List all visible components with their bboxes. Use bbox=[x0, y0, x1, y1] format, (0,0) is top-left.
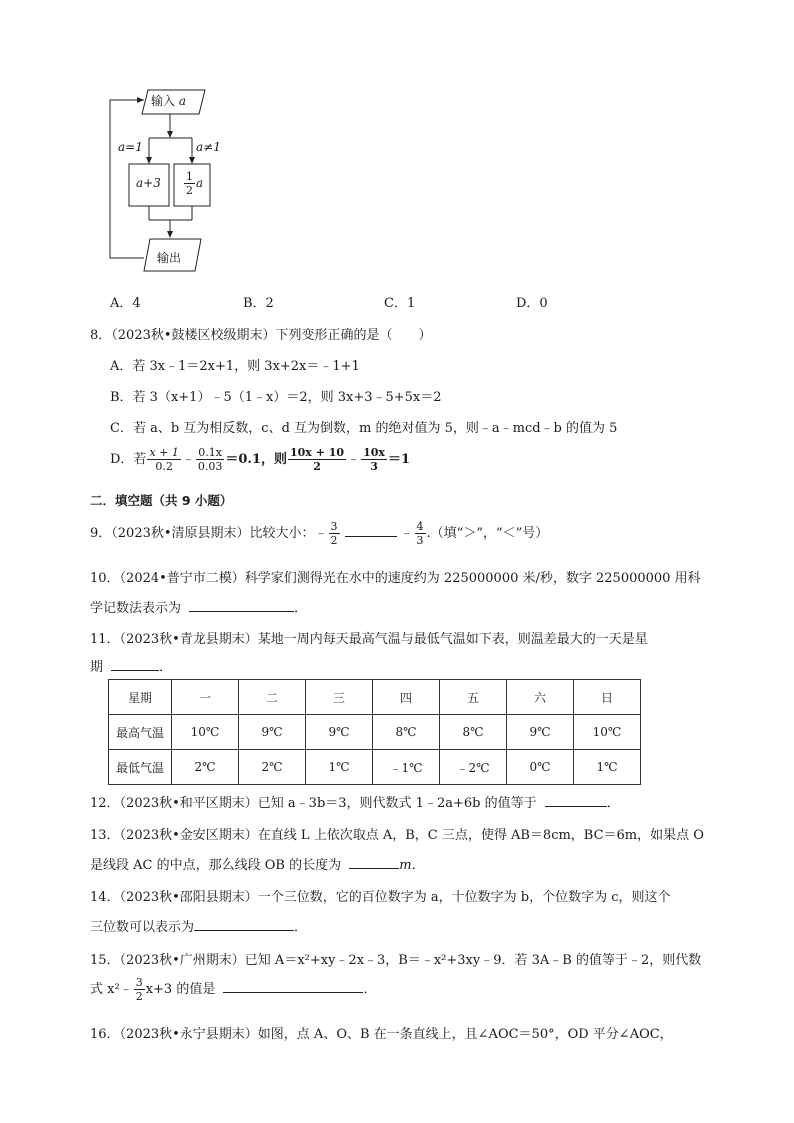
q7-option-c: C．1 bbox=[384, 296, 416, 311]
table-cell: 0℃ bbox=[507, 750, 574, 785]
temperature-table bbox=[108, 679, 641, 785]
table-cell: 10℃ bbox=[172, 715, 239, 750]
q12-blank[interactable] bbox=[545, 793, 607, 807]
cond-left: a=1 bbox=[118, 140, 143, 154]
table-cell: 四 bbox=[373, 680, 440, 715]
table-row bbox=[109, 750, 641, 785]
q11-line2: 期 ． bbox=[90, 656, 172, 675]
input-text: 输入 bbox=[151, 94, 176, 108]
input-var: a bbox=[178, 94, 186, 108]
table-cell: 最低气温 bbox=[109, 750, 172, 785]
table-cell: 9℃ bbox=[507, 715, 574, 750]
q8-stem: 8．（2023秋•鼓楼区校级期末）下列变形正确的是（ ） bbox=[90, 328, 432, 343]
table-cell: 1℃ bbox=[306, 750, 373, 785]
box-left-text: a+3 bbox=[136, 176, 161, 190]
flowchart-input-label bbox=[151, 92, 186, 109]
flowchart-output-label: 输出 bbox=[157, 251, 182, 265]
table-cell: 9℃ bbox=[239, 715, 306, 750]
q10-blank[interactable] bbox=[189, 598, 294, 612]
q14-blank[interactable] bbox=[194, 917, 294, 931]
q10-line2: 学记数法表示为 ． bbox=[90, 597, 307, 616]
q7-option-a: A．4 bbox=[110, 296, 141, 311]
table-cell: 最高气温 bbox=[109, 715, 172, 750]
q8-option-c: C．若 a、b 互为相反数，c、d 互为倒数，m 的绝对值为 5，则﹣a﹣mcd﹣b 的值为 5 bbox=[110, 421, 618, 436]
q11-line1: 11．（2023秋•青龙县期末）某地一周内每天最高气温与最低气温如下表，则温差最大的一天是星 bbox=[90, 632, 648, 647]
table-cell: 2℃ bbox=[239, 750, 306, 785]
table-row bbox=[109, 715, 641, 750]
q7-option-b: B．2 bbox=[243, 296, 274, 311]
box-right-frac: $\frac{1}{2}$ bbox=[186, 170, 193, 197]
q8-option-a: A．若 3x﹣1＝2x+1，则 3x+2x＝﹣1+1 bbox=[110, 359, 360, 374]
table-cell: 日 bbox=[574, 680, 641, 715]
q9: 9．（2023秋•清原县期末）比较大小：﹣ $\frac{3}{2}$ ﹣ $\frac{4}{3}$ .（填“＞”，“＜”号） bbox=[90, 520, 549, 547]
table-cell: 8℃ bbox=[373, 715, 440, 750]
table-header-row bbox=[109, 680, 641, 715]
table-cell: ﹣1℃ bbox=[373, 750, 440, 785]
q15-line1: 15．（2023秋•广州期末）已知 A＝x²+xy﹣2x﹣3，B＝﹣x²+3xy﹣9．若 3A﹣B 的值等于﹣2，则代数 bbox=[90, 953, 702, 968]
box-right-text: $\frac{1}{2}$ a bbox=[186, 170, 204, 197]
q13-blank[interactable] bbox=[349, 855, 399, 869]
table-cell: 五 bbox=[440, 680, 507, 715]
q15-blank[interactable] bbox=[223, 979, 363, 993]
table-cell: 二 bbox=[239, 680, 306, 715]
table-cell: 一 bbox=[172, 680, 239, 715]
q13-line1: 13．（2023秋•金安区期末）在直线 L 上依次取点 A，B，C 三点，使得 AB＝8cm，BC＝6m，如果点 O bbox=[90, 828, 704, 843]
table-cell: 三 bbox=[306, 680, 373, 715]
table-cell: 1℃ bbox=[574, 750, 641, 785]
q16: 16．（2023秋•永宁县期末）如图，点 A、O、B 在一条直线上，且∠AOC＝50°，OD 平分∠AOC， bbox=[90, 1027, 673, 1042]
table-cell: 10℃ bbox=[574, 715, 641, 750]
q13-line2: 是线段 AC 的中点，那么线段 OB 的长度为 m． bbox=[90, 854, 425, 873]
q11-blank[interactable] bbox=[111, 657, 159, 671]
q15-line2: 式 x²﹣ $\frac{3}{2}$ x+3 的值是 ． bbox=[90, 976, 377, 1003]
table-cell: 星期 bbox=[109, 680, 172, 715]
q10-line1: 10．（2024•普宁市二模）科学家们测得光在水中的速度约为 225000000 米/秒，数字 225000000 用科 bbox=[90, 571, 701, 586]
table-cell: 9℃ bbox=[306, 715, 373, 750]
q14-line2: 三位数可以表示为 ． bbox=[90, 916, 307, 935]
q7-option-d: D．0 bbox=[516, 296, 548, 311]
table-cell: 六 bbox=[507, 680, 574, 715]
table-cell: 8℃ bbox=[440, 715, 507, 750]
q14-line1: 14．（2023秋•邵阳县期末）一个三位数，它的百位数字为 a，十位数字为 b，个位数字为 c，则这个 bbox=[90, 890, 671, 905]
cond-right: a≠1 bbox=[196, 140, 221, 154]
section-heading: 二．填空题（共 9 小题） bbox=[90, 493, 233, 508]
q9-blank[interactable] bbox=[345, 523, 397, 537]
q8-option-d: D．若 $\frac{x + 1}{0.2}$ ﹣ $\frac{0.1x}{0.03}$ ＝0.1，则 $\frac{10x + 10}{2}$ ﹣ $\frac{10x}{3}$ ＝1 bbox=[110, 446, 410, 473]
loop-arrowhead bbox=[137, 97, 144, 103]
table-cell: ﹣2℃ bbox=[440, 750, 507, 785]
q8-option-b: B．若 3（x+1）﹣5（1﹣x）＝2，则 3x+3﹣5+5x＝2 bbox=[110, 390, 442, 405]
table-cell: 2℃ bbox=[172, 750, 239, 785]
q12: 12．（2023秋•和平区期末）已知 a﹣3b＝3，则代数式 1﹣2a+6b 的值等于 ． bbox=[90, 792, 620, 811]
